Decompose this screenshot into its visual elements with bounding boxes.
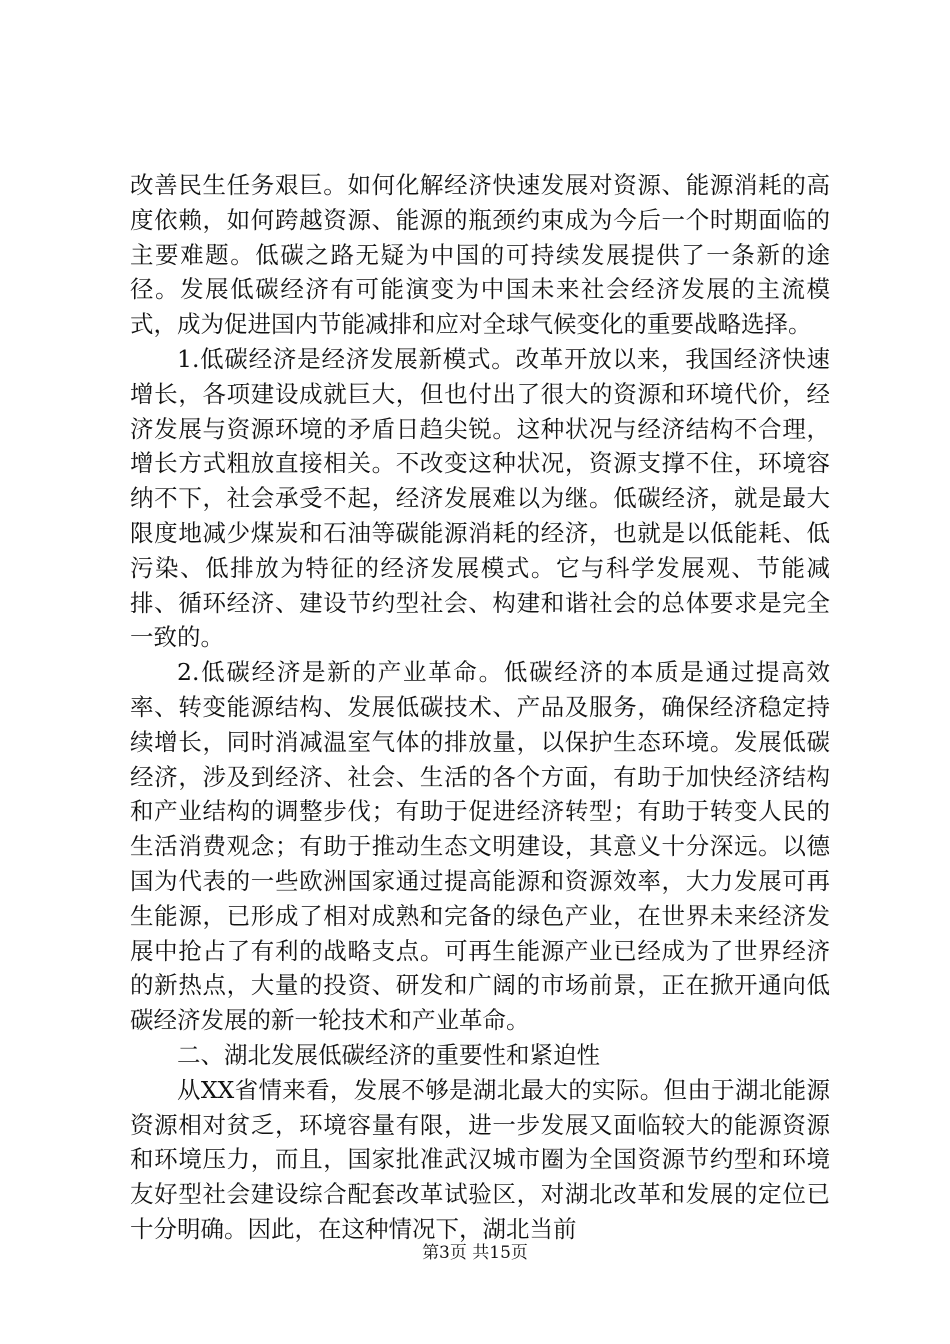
- section-heading: 二、湖北发展低碳经济的重要性和紧迫性: [177, 1040, 600, 1069]
- paragraph-3: 2.低碳经济是新的产业革命。低碳经济的本质是通过提高效率、转变能源结构、发展低碳技术、产品及服务，确保经济稳定持续增长，同时消减温室气体的排放量，以保护生态环境。发展低碳经济，涉及到经济、社会、生活的各个方面，有助于加快经济结构和产业结构的调整步伐；有助于促进经济转型；有助于转变人民的生活消费观念；有助于推动生态文明建设，其意义十分深远。以德国为代表的一些欧洲国家通过提高能源和资源效率，大力发展可再生能源，已形成了相对成熟和完备的绿色产业，在世界未来经济发展中抢占了有利的战略支点。可再生能源产业已经成为了世界经济的新热点，大量的投资、研发和广阔的市场前景，正在掀开通向低碳经济发展的新一轮技术和产业革命。: [130, 658, 830, 1035]
- paragraph-2: 1.低碳经济是经济发展新模式。改革开放以来，我国经济快速增长，各项建设成就巨大，但也付出了很大的资源和环境代价，经济发展与资源环境的矛盾日趋尖锐。这种状况与经济结构不合理，增长方式粗放直接相关。不改变这种状况，资源支撑不住，环境容纳不下，社会承受不起，经济发展难以为继。低碳经济，就是最大限度地减少煤炭和石油等碳能源消耗的经济，也就是以低能耗、低污染、低排放为特征的经济发展模式。它与科学发展观、节能减排、循环经济、建设节约型社会、构建和谐社会的总体要求是完全一致的。: [130, 344, 830, 652]
- paragraph-4: 从XX省情来看，发展不够是湖北最大的实际。但由于湖北能源资源相对贫乏，环境容量有限，进一步发展又面临较大的能源资源和环境压力，而且，国家批准武汉城市圈为全国资源节约型和环境友好型社会建设综合配套改革试验区，对湖北改革和发展的定位已十分明确。因此，在这种情况下，湖北当前: [130, 1075, 830, 1243]
- document-body: [130, 168, 830, 1247]
- page-number-footer: 第3页 共15页: [422, 1243, 528, 1263]
- paragraph-1: 改善民生任务艰巨。如何化解经济快速发展对资源、能源消耗的高度依赖，如何跨越资源、能源的瓶颈约束成为今后一个时期面临的主要难题。低碳之路无疑为中国的可持续发展提供了一条新的途径。发展低碳经济有可能演变为中国未来社会经济发展的主流模式，成为促进国内节能减排和应对全球气候变化的重要战略选择。: [130, 171, 830, 339]
